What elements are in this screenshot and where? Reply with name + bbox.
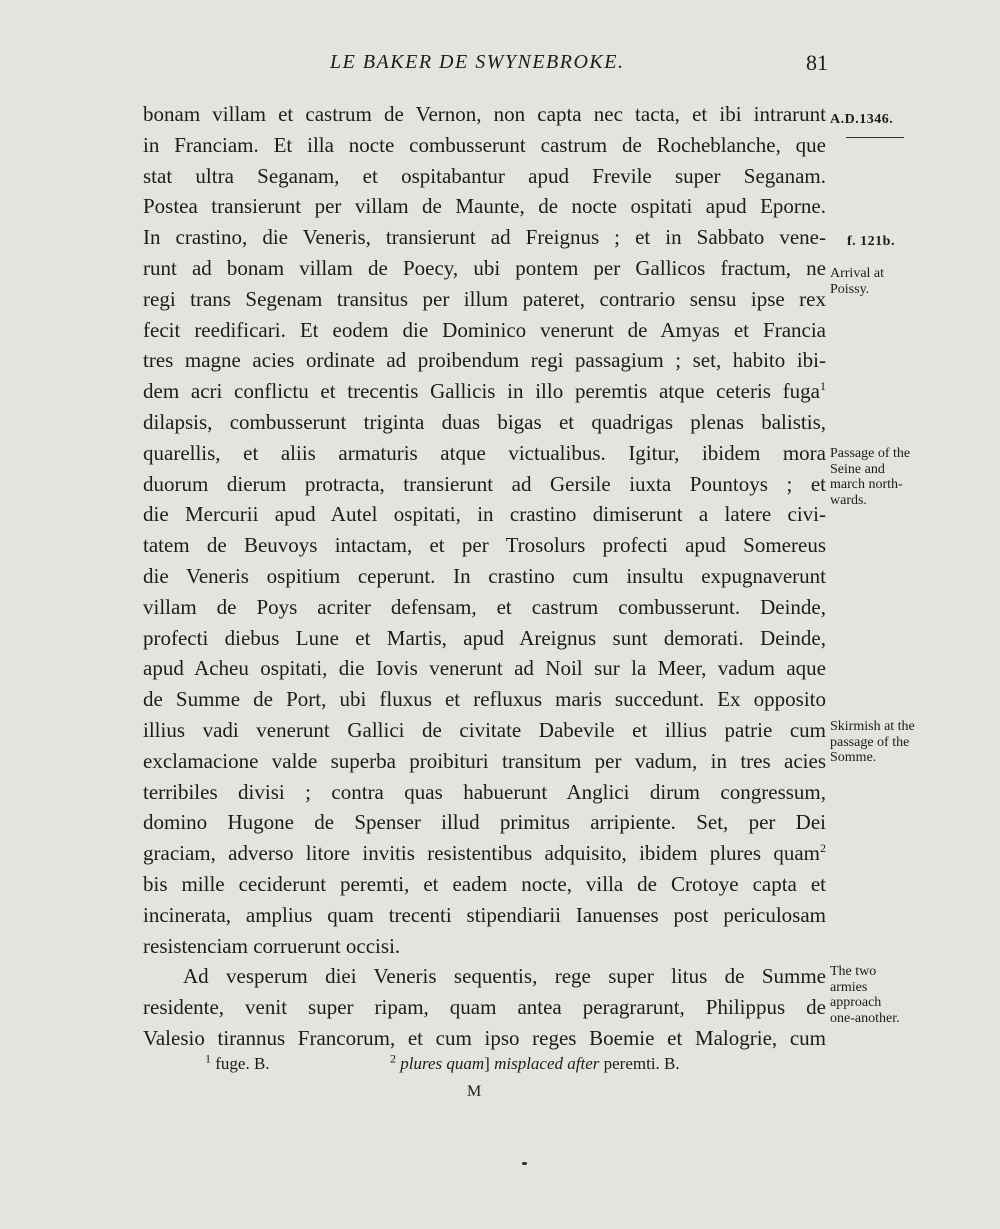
text-line: apud Acheu ospitati, die Iovis venerunt ad Noil sur la Meer, vadum aque <box>143 656 826 681</box>
text-line: bonam villam et castrum de Vernon, non capta nec tacta, et ibi intrarunt <box>143 102 826 126</box>
text-line: duorum dierum protracta, transierunt ad Gersile iuxta Pountoys ; et <box>143 471 826 496</box>
signature-mark: M <box>467 1083 482 1100</box>
margin-note-skirmish: Skirmish at the passage of the Somme. <box>830 719 915 765</box>
text-line-content: graciam, adverso litore invitis resistentibus adquisito, ibidem plures quam <box>143 841 820 866</box>
text-line: terribiles divisi ; contra quas habuerunt Anglici dirum congressum, <box>143 779 826 804</box>
text-line: domino Hugone de Spenser illud primitus arripiente. Set, per Dei <box>143 810 826 835</box>
text-line: die Veneris ospitium ceperunt. In crastino cum insultu expugnaverunt <box>143 563 826 588</box>
text-line: Postea transierunt per villam de Maunte, de nocte ospitati apud Eporne. <box>143 194 826 219</box>
text-line: incinerata, amplius quam trecenti stipendiarii Ianuenses post periculosam <box>143 902 826 927</box>
text-line: runt ad bonam villam de Poecy, ubi pontem per Gallicos fractum, ne <box>143 255 826 280</box>
footnote-ref: 1 <box>820 379 826 394</box>
margin-note-arrival: Arrival at Poissy. <box>830 266 885 297</box>
margin-date-rule <box>846 137 904 138</box>
text-line: residente, venit super ripam, quam antea peragrarunt, Philippus de <box>143 995 826 1020</box>
text-line: profecti diebus Lune et Martis, apud Areignus sunt demorati. Deinde, <box>143 625 826 650</box>
footnote-marker: 2 <box>390 1051 396 1066</box>
footnote-text: peremti. B. <box>603 1054 680 1073</box>
footnote-2 <box>390 1051 680 1074</box>
footnote-text: fuge. B. <box>215 1054 270 1073</box>
text-line: resistenciam corruerunt occisi. <box>143 933 401 958</box>
footnote-bracket: ] <box>484 1054 490 1073</box>
text-line: dilapsis, combusserunt triginta duas bigas et quadrigas plenas balistis, <box>143 409 826 434</box>
text-line: quarellis, et aliis armaturis atque victualibus. Igitur, ibidem mora <box>143 440 826 465</box>
text-line: stat ultra Seganam, et ospitabantur apud Frevile super Seganam. <box>143 163 826 188</box>
text-line: illius vadi venerunt Gallici de civitate Dabevile et illius patrie cum <box>143 717 826 742</box>
text-line: bis mille ceciderunt peremti, et eadem nocte, villa de Crotoye capta et <box>143 871 826 896</box>
margin-note-passage-seine: Passage of the Seine and march north-wards. <box>830 446 911 508</box>
page-number: 81 <box>806 50 828 75</box>
running-title: LE BAKER DE SWYNEBROKE. <box>330 51 625 73</box>
footnote-marker: 1 <box>205 1051 211 1066</box>
footnote-italic: misplaced after <box>494 1054 600 1073</box>
margin-date: A.D.1346. <box>830 112 894 127</box>
margin-note-armies: The two armies approach one-another. <box>830 964 900 1026</box>
margin-folio: f. 121b. <box>847 234 895 249</box>
text-line: in Franciam. Et illa nocte combusserunt castrum de Rocheblanche, que <box>143 132 826 157</box>
text-line: Valesio tirannus Francorum, et cum ipso reges Boemie et Malogrie, cum <box>143 1025 826 1050</box>
text-line: In crastino, die Veneris, transierunt ad Freignus ; et in Sabbato vene- <box>143 225 826 250</box>
text-line-content: dem acri conflictu et trecentis Gallicis in illo peremtis atque ceteris fuga <box>143 379 820 404</box>
text-line: Ad vesperum diei Veneris sequentis, rege super litus de Summe <box>183 964 826 989</box>
footnote-italic: plures quam <box>400 1054 485 1073</box>
text-line: villam de Poys acriter defensam, et castrum combusserunt. Deinde, <box>143 594 826 619</box>
ink-speck <box>522 1162 527 1165</box>
text-line: regi trans Segenam transitus per illum pateret, contrario sensu ipse rex <box>143 286 826 311</box>
footnote-ref: 2 <box>820 841 826 856</box>
text-line: tres magne acies ordinate ad proibendum regi passagium ; set, habito ibi- <box>143 348 826 373</box>
text-line: tatem de Beuvoys intactam, et per Trosolurs profecti apud Somereus <box>143 533 826 558</box>
text-line <box>143 376 826 407</box>
text-line: exclamacione valde superba proibituri transitum per vadum, in tres acies <box>143 748 826 773</box>
text-line: die Mercurii apud Autel ospitati, in crastino dimiserunt a latere civi- <box>143 502 826 527</box>
text-line: fecit reedificari. Et eodem die Dominico venerunt de Amyas et Francia <box>143 317 826 342</box>
text-line: de Summe de Port, ubi fluxus et refluxus maris succedunt. Ex opposito <box>143 687 826 712</box>
footnote-1 <box>205 1051 270 1074</box>
text-line <box>143 838 826 869</box>
main-text <box>143 99 826 1054</box>
